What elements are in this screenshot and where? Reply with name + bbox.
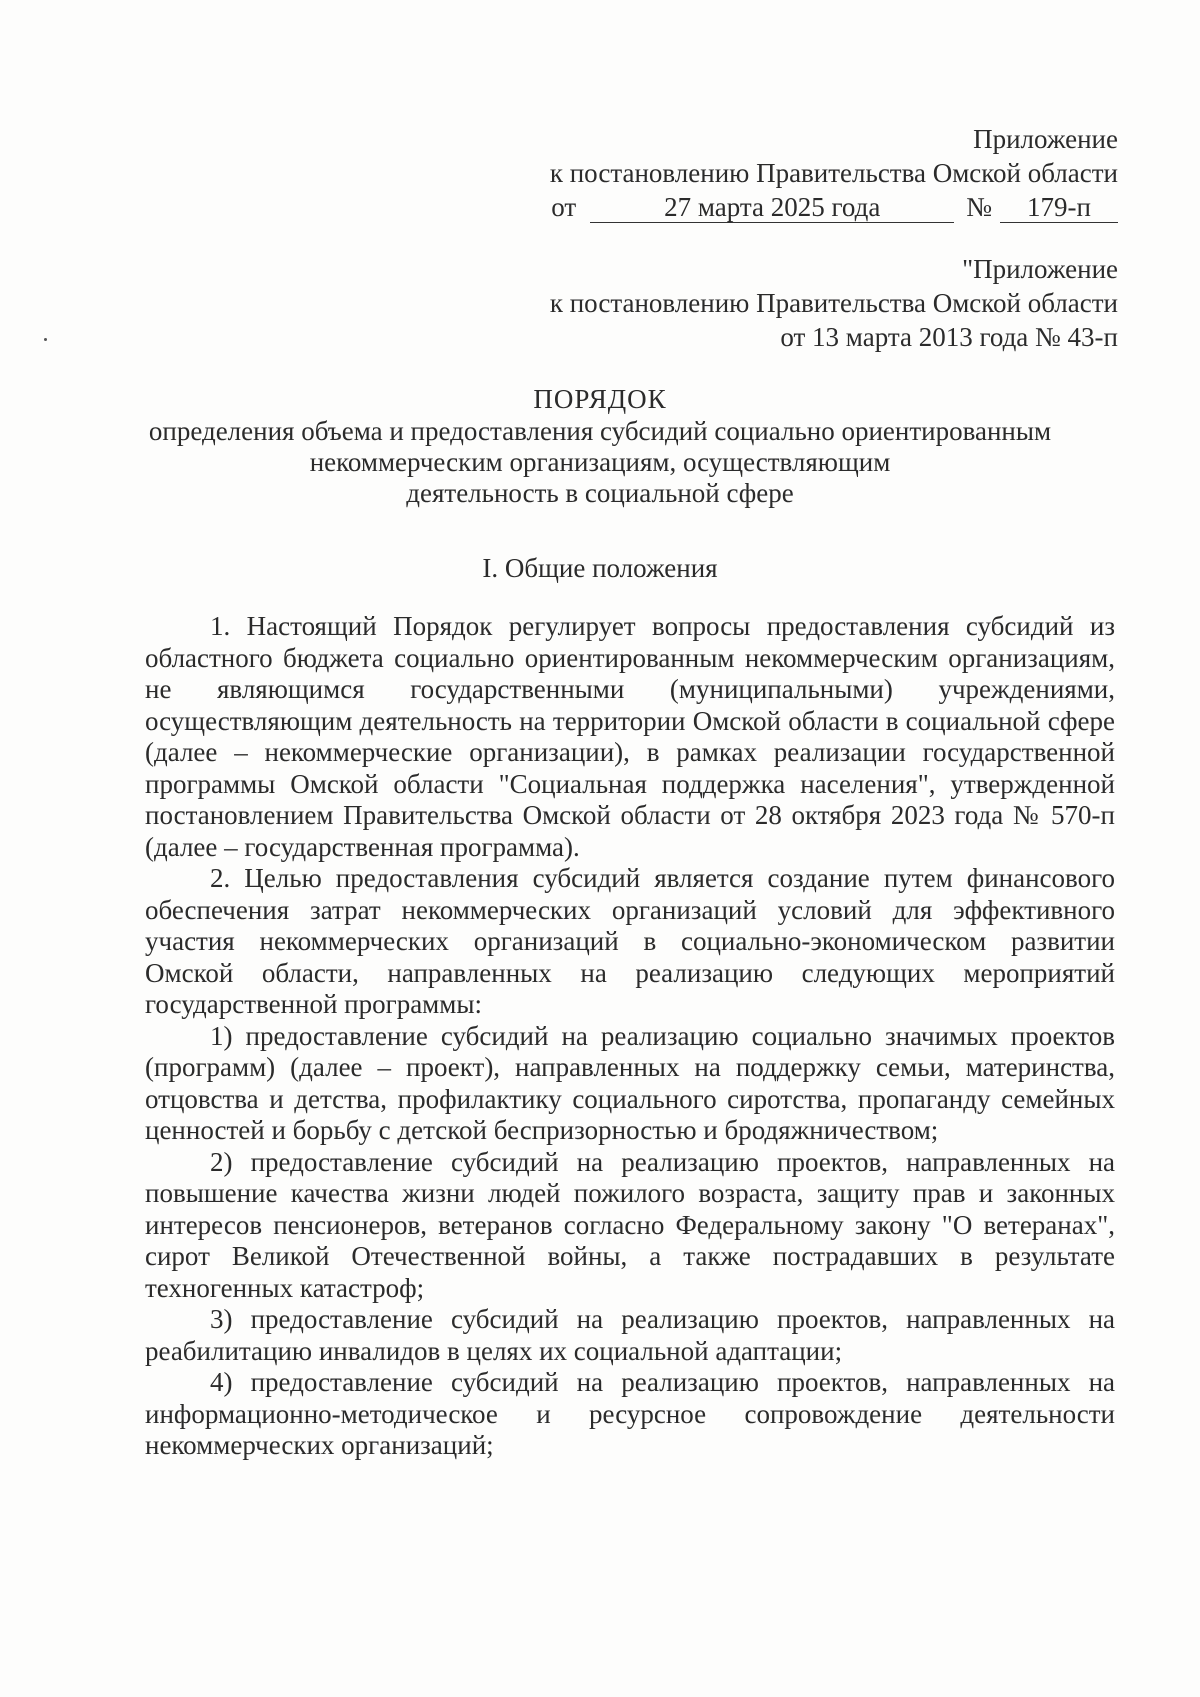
appendix-header	[550, 122, 1118, 224]
original-appendix-header	[550, 252, 1118, 354]
paragraph-2: 2. Целью предоставления субсидий является создание путем финансового обеспечения затрат некоммерческих организаций условий для эффективного участия некоммерческих организаций в социально-экономическом развитии Омской области, направленных на реализацию следующих мероприятий государственной программы:	[145, 863, 1115, 1019]
original-appendix-resolution: к постановлению Правительства Омской области	[549, 288, 1118, 318]
document-body	[145, 611, 1115, 1462]
number-prefix: №	[966, 192, 992, 222]
resolution-number: 179-п	[1000, 192, 1118, 223]
original-appendix-title: "Приложение	[962, 254, 1118, 284]
appendix-date-line	[550, 190, 1118, 224]
appendix-title: Приложение	[973, 124, 1118, 154]
list-item-3: 3) предоставление субсидий на реализацию проектов, направленных на реабилитацию инвалидов в целях их социальной адаптации;	[145, 1304, 1115, 1366]
scan-speck	[44, 338, 47, 341]
from-prefix: от	[551, 192, 577, 222]
resolution-date: 27 марта 2025 года	[590, 192, 954, 223]
paragraph-1: 1. Настоящий Порядок регулирует вопросы предоставления субсидий из областного бюджета социально ориентированным некоммерческим организациям, не являющимся государственными (муниципальными) учреждениями, осуществляющим деятельность на территории Омской области в социальной сфере (далее – некоммерческие организации), в рамках реализации государственной программы Омской области "Социальная поддержка населения", утвержденной постановлением Правительства Омской области от 28 октября 2023 года № 570-п (далее – государственная программа).	[145, 611, 1115, 862]
title-line-3: деятельность в социальной сфере	[406, 478, 794, 508]
title-line-1: определения объема и предоставления субсидий социально ориентированным	[148, 416, 1052, 446]
appendix-resolution: к постановлению Правительства Омской области	[549, 158, 1118, 188]
section-heading: I. Общие положения	[482, 553, 718, 583]
original-appendix-date-number: от 13 марта 2013 года № 43-п	[780, 322, 1118, 352]
document-title-heading: ПОРЯДОК	[533, 384, 667, 414]
list-item-4: 4) предоставление субсидий на реализацию проектов, направленных на информационно-методическое и ресурсное сопровождение деятельности некоммерческих организаций;	[145, 1367, 1115, 1460]
list-item-2: 2) предоставление субсидий на реализацию проектов, направленных на повышение качества жизни людей пожилого возраста, защиту прав и законных интересов пенсионеров, ветеранов согласно Федеральному закону "О ветеранах", сирот Великой Отечественной войны, а также пострадавших в результате техногенных катастроф;	[145, 1146, 1115, 1303]
list-item-1: 1) предоставление субсидий на реализацию социально значимых проектов (программ) (далее – проект), направленных на поддержку семьи, материнства, отцовства и детства, профилактику социального сиротства, пропаганду семейных ценностей и борьбу с детской беспризорностью и бродяжничеством;	[145, 1020, 1115, 1145]
title-line-2: некоммерческим организациям, осуществляющим	[309, 447, 891, 477]
document-title-subtitle	[0, 416, 1200, 509]
